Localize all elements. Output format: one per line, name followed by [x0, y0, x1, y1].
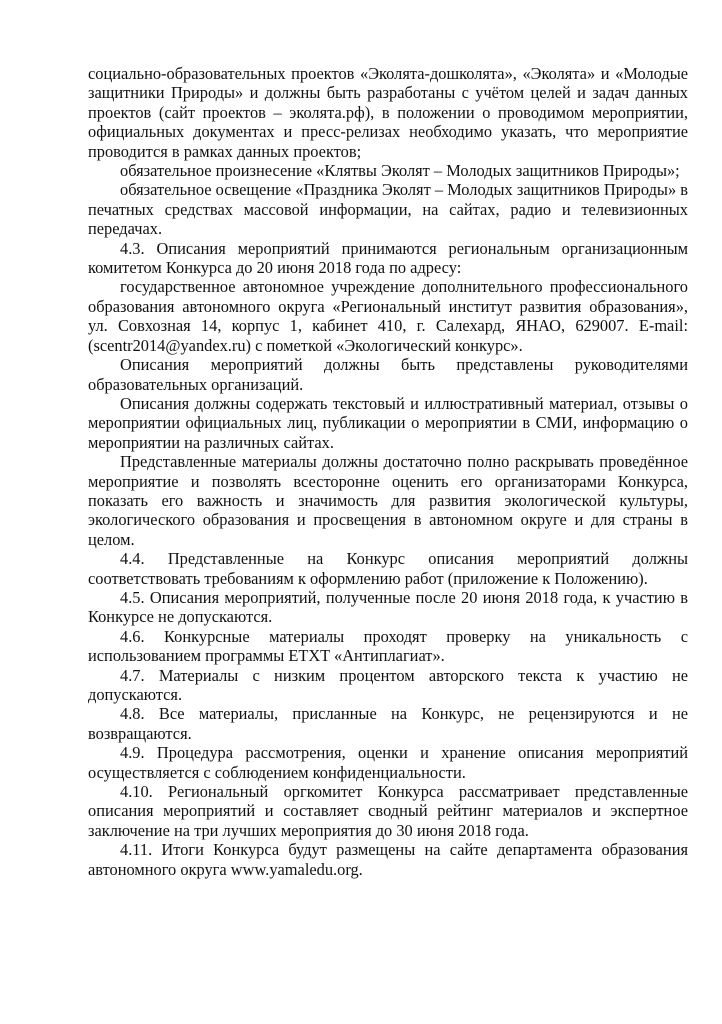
paragraph-oath: обязательное произнесение «Клятвы Эколят – Молодых защитников Природы»;	[120, 161, 680, 181]
paragraph-4-10: 4.10. Региональный оргкомитет Конкурса рассматривает представленные описания мероприятий и составляет сводный рейтинг материалов и экспертное заключение на три лучших мероприятия до 30 июня 2018 года.	[88, 782, 688, 840]
paragraph-4-8: 4.8. Все материалы, присланные на Конкурс, не рецензируются и не возвращаются.	[88, 704, 688, 743]
paragraph-4-6: 4.6. Конкурсные материалы проходят проверку на уникальность с использованием программы ETXT «Антиплагиат».	[88, 626, 688, 666]
paragraph-address: государственное автономное учреждение дополнительного профессионального образования автономного округа «Региональный институт развития образования», ул. Совхозная 14, корпус 1, кабинет 410, г. Салехард, ЯНАО, 629007. E-mail: (scentr2014@yandex.ru) с пометкой «Экологический конкурс».	[88, 277, 688, 355]
paragraph-projects: социально-образовательных проектов «Эколята-дошколята», «Эколята» и «Молодые защитники Природы» и должны быть разработаны с учётом целей и задач данных проектов (сайт проектов – эколята.рф), в положении о проводимом мероприятии, официальных документах и пресс-релизах необходимо указать, что мероприятие проводится в рамках данных проектов;	[88, 64, 688, 161]
paragraph-content-requirements: Описания должны содержать текстовый и иллюстративный материал, отзывы о мероприятии официальных лиц, публикации о мероприятии в СМИ, информацию о мероприятии на различных сайтах.	[88, 393, 688, 452]
paragraph-4-3: 4.3. Описания мероприятий принимаются региональным организационным комитетом Конкурса до 20 июня 2018 года по адресу:	[88, 238, 688, 278]
paragraph-4-9: 4.9. Процедура рассмотрения, оценки и хранение описания мероприятий осуществляется с соблюдением конфиденциальности.	[88, 743, 688, 782]
paragraph-media-coverage: обязательное освещение «Праздника Эколят – Молодых защитников Природы» в печатных средствах массовой информации, на сайтах, радио и телевизионных передачах.	[88, 180, 688, 239]
paragraph-4-4: 4.4. Представленные на Конкурс описания мероприятий должны соответствовать требованиям к оформлению работ (приложение к Положению).	[88, 549, 688, 588]
paragraph-4-11: 4.11. Итоги Конкурса будут размещены на сайте департамента образования автономного округа www.yamaledu.org.	[88, 840, 688, 879]
paragraph-4-5: 4.5. Описания мероприятий, полученные после 20 июня 2018 года, к участию в Конкурсе не допускаются.	[88, 587, 688, 627]
paragraph-4-7: 4.7. Материалы с низким процентом авторского текста к участию не допускаются.	[88, 665, 688, 704]
paragraph-submitters: Описания мероприятий должны быть представлены руководителями образовательных организаций.	[88, 355, 688, 394]
paragraph-evaluation-purpose: Представленные материалы должны достаточно полно раскрывать проведённое мероприятие и позволять всесторонне оценить его организаторами Конкурса, показать его важность и значимость для развития экологической культуры, экологического образования и просвещения в автономном округе и для страны в целом.	[88, 452, 688, 549]
document-body	[88, 64, 688, 879]
